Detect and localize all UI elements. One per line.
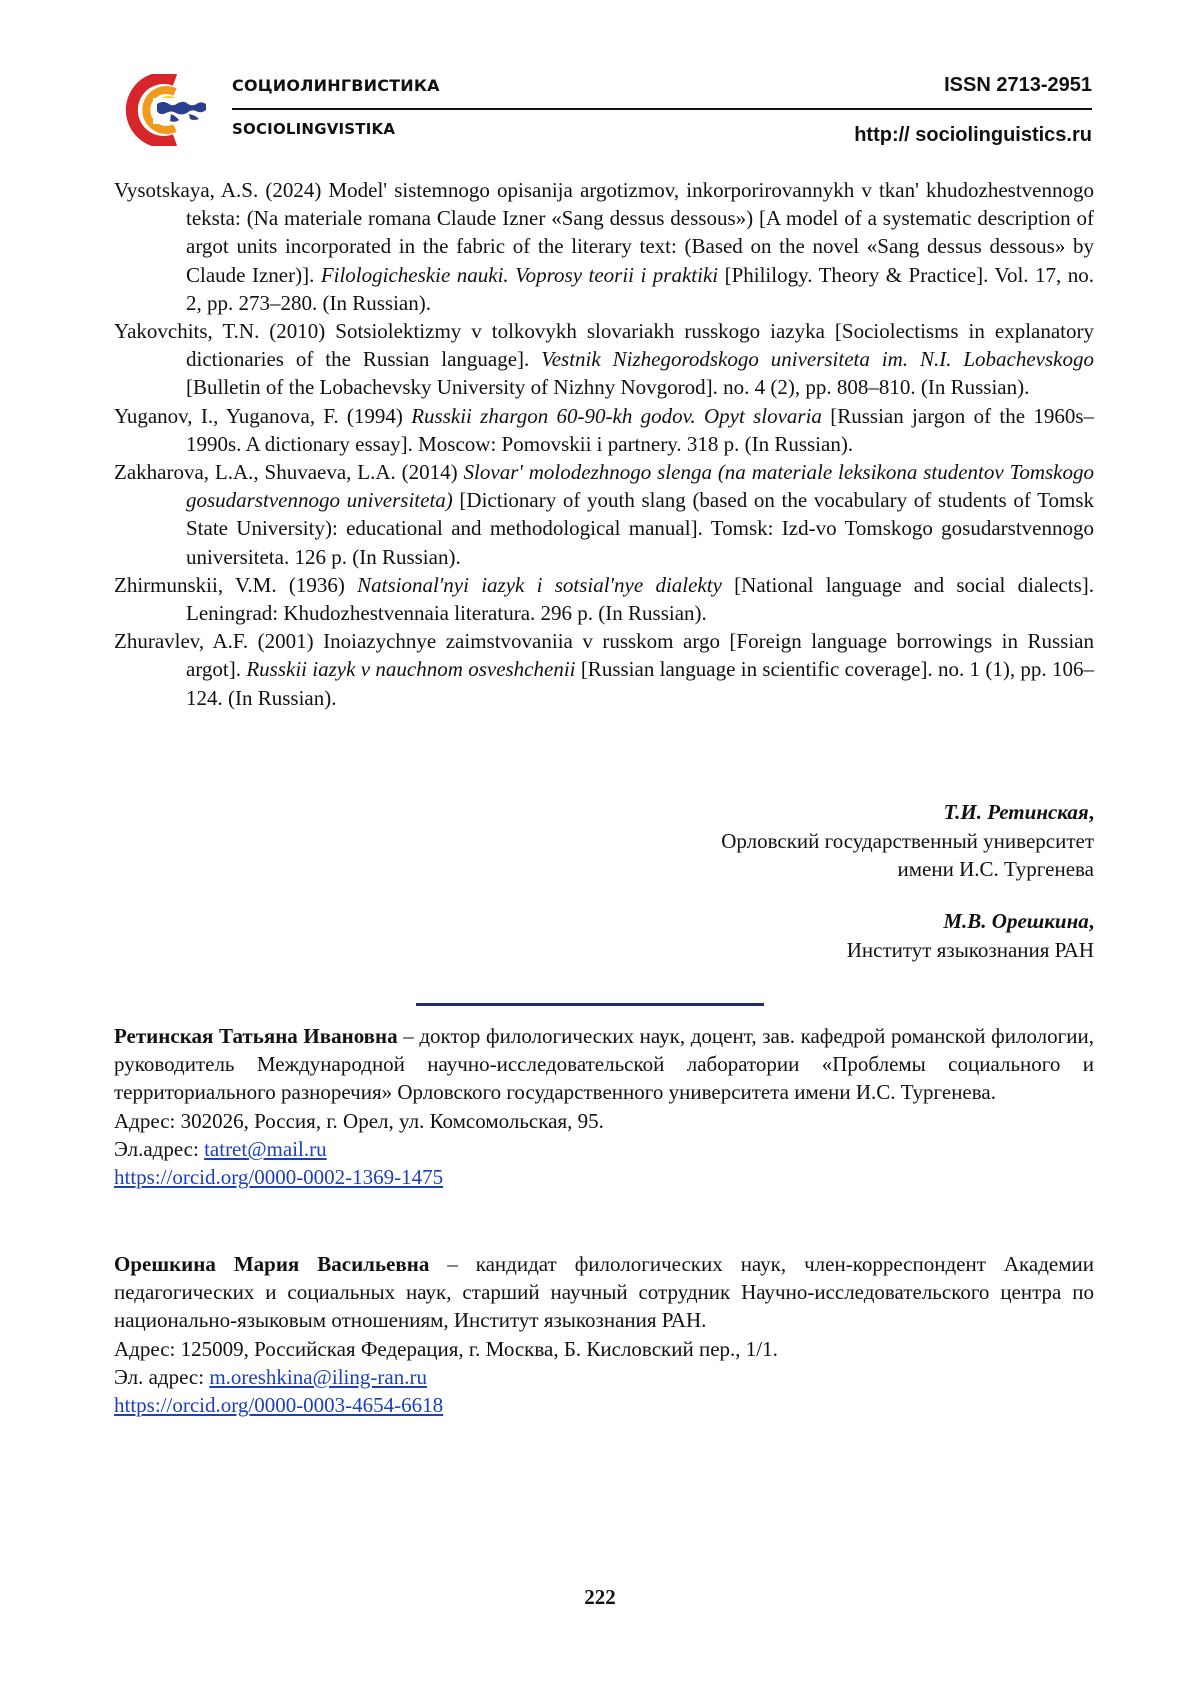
author-email-line: Эл. адрес: m.oreshkina@iling-ran.ru bbox=[114, 1364, 427, 1389]
author-info-2 bbox=[114, 1250, 1094, 1419]
reference-item: Yakovchits, T.N. (2010) Sotsiolektizmy v tolkovykh slovariakh russkogo iazyka [Sociolectisms in explanatory dictionaries of the Russian language]. Vestnik Nizhegorodskogo universiteta im. N.I. Lobachevskogo [Bulletin of the Lobachevsky University of Nizhny Novgorod]. no. 4 (2), pp. 808–810. (In Russian). bbox=[114, 319, 1094, 400]
author-bio: Ретинская Татьяна Ивановна – доктор филологических наук, доцент, зав. кафедрой романской филологии, руководитель Международной научно-исследовательской лаборатории «Проблемы социального и территориального разноречия» Орловского государственного университета имени И.С. Тургенева. bbox=[114, 1024, 1094, 1105]
author-orcid-line bbox=[114, 1391, 1094, 1419]
reference-item: Zhirmunskii, V.M. (1936) Natsional'nyi iazyk i sotsial'nye dialekty [National language and social dialects]. Leningrad: Khudozhestvennaia literatura. 296 p. (In Russian). bbox=[114, 572, 1094, 626]
author-address: Адрес: 125009, Российская Федерация, г. Москва, Б. Кисловский пер., 1/1. bbox=[114, 1336, 778, 1361]
author-orcid-line bbox=[114, 1163, 1094, 1191]
author-info-1 bbox=[114, 1022, 1094, 1191]
author-orcid-link[interactable]: https://orcid.org/0000-0003-4654-6618 bbox=[114, 1393, 444, 1418]
author-bio: Орешкина Мария Васильевна – кандидат филологических наук, член-корреспондент Академии педагогических и социальных наук, старший научный сотрудник Научно-исследовательского центра по национально-языковым отношениям, Институт языкознания РАН. bbox=[114, 1252, 1094, 1333]
reference-item: Zakharova, L.A., Shuvaeva, L.A. (2014) Slovar' molodezhnogo slenga (na materiale leksikona studentov Tomskogo gosudarstvennogo universiteta) [Dictionary of youth slang (based on the vocabulary of students of Tomsk State University): educational and methodological manual]. Tomsk: Izd-vo Tomskogo gosudarstvennogo universiteta. 126 p. (In Russian). bbox=[114, 460, 1095, 569]
author-email-line: Эл.адрес: tatret@mail.ru bbox=[114, 1136, 327, 1161]
signature-affiliation: имени И.С. Тургенева bbox=[897, 857, 1094, 881]
page-number: 222 bbox=[584, 1585, 616, 1609]
signature-name: Т.И. Ретинская bbox=[943, 800, 1089, 824]
section-divider bbox=[416, 1003, 764, 1006]
author-orcid-link[interactable]: https://orcid.org/0000-0002-1369-1475 bbox=[114, 1165, 444, 1190]
reference-item: Zhuravlev, A.F. (2001) Inoiazychnye zaimstvovaniia v russkom argo [Foreign language borrowings in Russian argot]. Russkii iazyk v nauchnom osveshchenii [Russian language in scientific coverage]. no. 1 (1), pp. 106–124. (In Russian). bbox=[114, 629, 1094, 710]
author-name: Ретинская Татьяна Ивановна bbox=[114, 1024, 398, 1048]
journal-site-link[interactable]: http:// sociolinguistics.ru bbox=[854, 124, 1092, 146]
reference-item: Yuganov, I., Yuganova, F. (1994) Russkii zhargon 60-90-kh godov. Opyt slovaria [Russian jargon of the 1960s–1990s. A dictionary essay]. Moscow: Pomovskii i partnery. 318 p. (In Russian). bbox=[114, 403, 1095, 456]
author-address: Адрес: 302026, Россия, г. Орел, ул. Комсомольская, 95. bbox=[114, 1108, 604, 1133]
signature-affiliation: Институт языкознания РАН bbox=[846, 937, 1094, 962]
issn: ISSN 2713-2951 bbox=[944, 74, 1092, 96]
author-name: Орешкина Мария Васильевна bbox=[114, 1252, 430, 1276]
author-email-link[interactable]: m.oreshkina@iling-ran.ru bbox=[209, 1364, 427, 1389]
reference-item: Vysotskaya, A.S. (2024) Model' sistemnogo opisanija argotizmov, inkorporirovannykh v tkan' khudozhestvennogo teksta: (Na materiale romana Claude Izner «Sang dessus dessous») [A model of a systematic description of argot units incorporated in the fabric of the literary text: (Based on the novel «Sang dessus dessous» by Claude Izner)]. Filologicheskie nauki. Voprosy teorii i praktiki [Phililogy. Theory & Practice]. Vol. 17, no. 2, pp. 273–280. (In Russian). bbox=[114, 178, 1094, 315]
signature-name: М.В. Орешкина bbox=[943, 909, 1089, 933]
reference-list bbox=[114, 176, 1094, 712]
author-signature-1: Т.И. Ретинская, Орловский государственный университет имени И.С. Тургенева bbox=[721, 798, 1094, 884]
journal-logo-icon bbox=[113, 74, 213, 146]
author-email-link[interactable]: tatret@mail.ru bbox=[204, 1136, 327, 1161]
header-rule bbox=[232, 108, 1092, 110]
signature-affiliation: Орловский государственный университет bbox=[721, 828, 1094, 853]
journal-title-ru: СОЦИОЛИНГВИСТИКА bbox=[232, 76, 440, 95]
author-signature-2: М.В. Орешкина, Институт языкознания РАН bbox=[847, 907, 1094, 964]
journal-title-en: SOCIOLINGVISTIKA bbox=[232, 120, 396, 138]
